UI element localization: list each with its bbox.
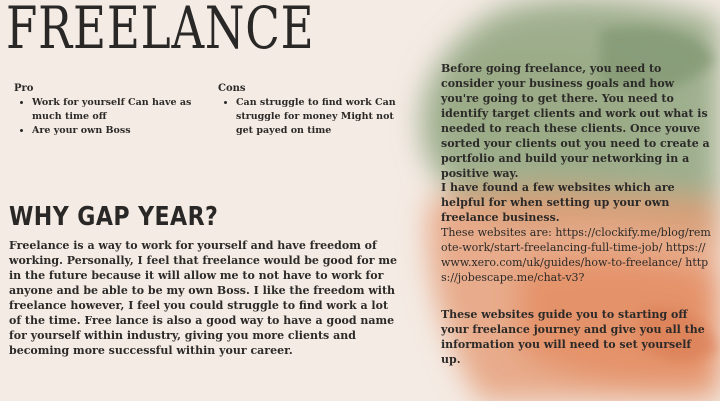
websites-intro: I have found a few websites which are helpful for when setting up your own freelance business. — [441, 181, 675, 224]
right-paragraph-2 — [441, 180, 713, 285]
cons-list — [220, 96, 406, 138]
cons-heading: Cons — [218, 83, 246, 94]
page-title: FREELANCE — [6, 0, 315, 62]
right-paragraph-1: Before going freelance, you need to consider your business goals and how you're going to get there. You need to identify target clients and work out what is needed to reach these clients. Once youve sorted your clients out you need to create a portfolio and build your networking in a positive way. — [441, 62, 710, 180]
section-body: Freelance is a way to work for yourself and have freedom of working. Personally, I feel that freelance would be good for me in the future because it will allow me to not have to work for anyone and be able to be my own Boss. I like the freedom with freelance however, I feel you could struggle to find work a lot of the time. Free lance is also a good way to have a good name for yourself within industry, giving you more clients and becoming more successful within your career. — [9, 239, 397, 357]
right-paragraph-3: These websites guide you to starting off your freelance journey and give you all the information you will need to set yourself up. — [441, 308, 705, 366]
section-heading: WHY GAP YEAR? — [9, 202, 219, 232]
list-item: • Can struggle to find work Can struggle for money Might not get payed on time — [236, 96, 406, 138]
list-item: • Work for yourself Can have as much time off — [32, 96, 202, 124]
list-item: • Are your own Boss — [32, 124, 202, 138]
websites-list: These websites are: https://clockify.me/blog/remote-work/start-freelancing-full-time-job/ https://www.xero.com/uk/guides/how-to-freelance/ https://jobescape.me/chat-v3? — [441, 226, 711, 284]
pros-list — [16, 96, 202, 138]
pros-heading: Pro — [14, 83, 34, 94]
